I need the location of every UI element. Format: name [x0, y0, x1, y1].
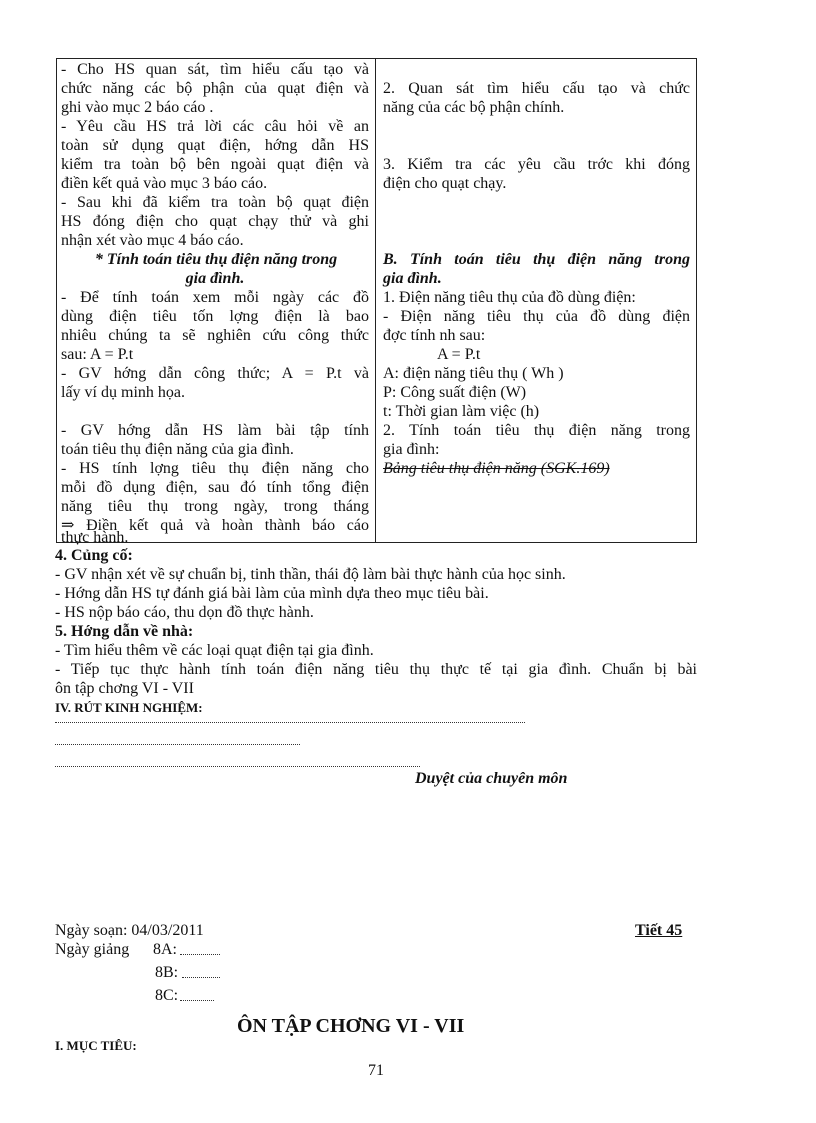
left-text-line: mỗi đồ dụng điện, sau đó tính tổng điện	[61, 479, 369, 496]
left-text-line: toàn sử dụng quạt điện, hớng dẫn HS	[61, 137, 369, 154]
homework-item: - Tìm hiểu thêm về các loại quạt điện tại gia đình.	[55, 642, 374, 659]
left-text-line: - GV hớng dẫn HS làm bài tập tính	[61, 422, 369, 439]
homework-item: ôn tập chơng VI - VII	[55, 680, 194, 697]
left-text-line: - Yêu cầu HS trả lời các câu hỏi về an	[61, 118, 369, 135]
left-text-line: - Sau khi đã kiểm tra toàn bộ quạt điện	[61, 194, 369, 211]
class-label: 8B:	[155, 964, 179, 981]
right-text-line: gia đình:	[383, 441, 440, 458]
left-text-line: - HS tính lợng tiêu thụ điện năng cho	[61, 460, 369, 477]
section-heading-left: gia đình.	[185, 270, 245, 287]
section-heading-left: * Tính toán tiêu thụ điện năng trong	[94, 251, 338, 268]
page-number: 71	[368, 1062, 384, 1079]
formula: A = P.t	[437, 346, 481, 363]
right-text-line: điện cho quạt chạy.	[383, 175, 507, 192]
right-text-line: 3. Kiểm tra các yêu cầu trớc khi đóng	[383, 156, 690, 173]
left-text-line: điền kết quả vào mục 3 báo cáo.	[61, 175, 268, 192]
right-text-line: P: Công suất điện (W)	[383, 384, 527, 401]
left-text-line: nhận xét vào mục 4 báo cáo.	[61, 232, 244, 249]
experience-heading: IV. RÚT KINH NGHIỆM:	[55, 700, 203, 715]
left-text-line: lấy ví dụ minh họa.	[61, 384, 185, 401]
left-text-line: chức năng các bộ phận của quạt điện và	[61, 80, 369, 97]
right-text-line: đợc tính nh sau:	[383, 327, 486, 344]
right-text-line: - Điện năng tiêu thụ của đồ dùng điện	[383, 308, 690, 325]
dotted-line	[182, 977, 220, 978]
dotted-line	[180, 1000, 214, 1001]
objective-heading: I. MỤC TIÊU:	[55, 1038, 137, 1053]
right-text-line: năng của các bộ phận chính.	[383, 99, 565, 116]
section-heading-right: gia đình.	[383, 270, 442, 287]
dotted-line	[55, 766, 420, 767]
period-label: Tiết 45	[635, 922, 683, 939]
left-text-line: - GV hớng dẫn công thức; A = P.t và	[61, 365, 369, 382]
consolidate-item: - HS nộp báo cáo, thu dọn đồ thực hành.	[55, 604, 314, 621]
left-text-line: - Cho HS quan sát, tìm hiểu cấu tạo và	[61, 61, 369, 78]
left-text-line: sau: A = P.t	[61, 346, 134, 363]
prep-date: Ngày soạn: 04/03/2011	[55, 922, 204, 939]
right-text-line: A: điện năng tiêu thụ ( Wh )	[383, 365, 564, 382]
right-text-line: 1. Điện năng tiêu thụ của đồ dùng điện:	[383, 289, 636, 306]
struck-reference: Bảng tiêu thụ điện năng (SGK.169)	[383, 460, 610, 477]
right-text-line: 2. Quan sát tìm hiểu cấu tạo và chức	[383, 80, 690, 97]
left-text-line: toán tiêu thụ điện năng của gia đình.	[61, 441, 294, 458]
homework-heading: 5. Hớng dẫn về nhà:	[55, 623, 194, 640]
approval-label: Duyệt của chuyên môn	[415, 770, 568, 787]
left-text-line: thực hành.	[61, 529, 129, 546]
consolidate-heading: 4. Củng cố:	[55, 547, 133, 564]
left-text-line: ⇒ Điền kết quả và hoàn thành báo cáo	[61, 517, 369, 534]
consolidate-item: - GV nhận xét về sự chuẩn bị, tinh thần, thái độ làm bài thực hành của học sinh.	[55, 566, 566, 583]
left-text-line: dùng điện tiêu tốn lợng điện là bao	[61, 308, 369, 325]
teach-date-label: Ngày giảng	[55, 941, 130, 958]
left-text-line: - Để tính toán xem mỗi ngày các đồ	[61, 289, 369, 306]
left-text-line: nhiêu chúng ta sẽ nghiên cứu công thức	[61, 327, 369, 344]
class-label: 8A:	[153, 941, 177, 958]
left-text-line: HS đóng điện cho quạt chạy thử và ghi	[61, 213, 369, 230]
right-text-line: t: Thời gian làm việc (h)	[383, 403, 540, 420]
lesson-title: ÔN TẬP CHƠNG VI - VII	[237, 1015, 465, 1037]
left-text-line: ghi vào mục 2 báo cáo .	[61, 99, 214, 116]
left-text-line: năng tiêu thụ trong ngày, trong tháng	[61, 498, 369, 515]
dotted-line	[55, 744, 300, 745]
table-column-divider	[375, 58, 376, 543]
left-text-line: kiểm tra toàn bộ bên ngoài quạt điện và	[61, 156, 369, 173]
dotted-line	[180, 954, 220, 955]
consolidate-item: - Hớng dẫn HS tự đánh giá bài làm của mình dựa theo mục tiêu bài.	[55, 585, 489, 602]
section-heading-right: B. Tính toán tiêu thụ điện năng trong	[383, 251, 690, 268]
right-text-line: 2. Tính toán tiêu thụ điện năng trong	[383, 422, 690, 439]
class-label: 8C:	[155, 987, 179, 1004]
homework-item: - Tiếp tục thực hành tính toán điện năng tiêu thụ thực tế tại gia đình. Chuẩn bị bài	[55, 661, 697, 678]
dotted-line	[55, 722, 525, 723]
